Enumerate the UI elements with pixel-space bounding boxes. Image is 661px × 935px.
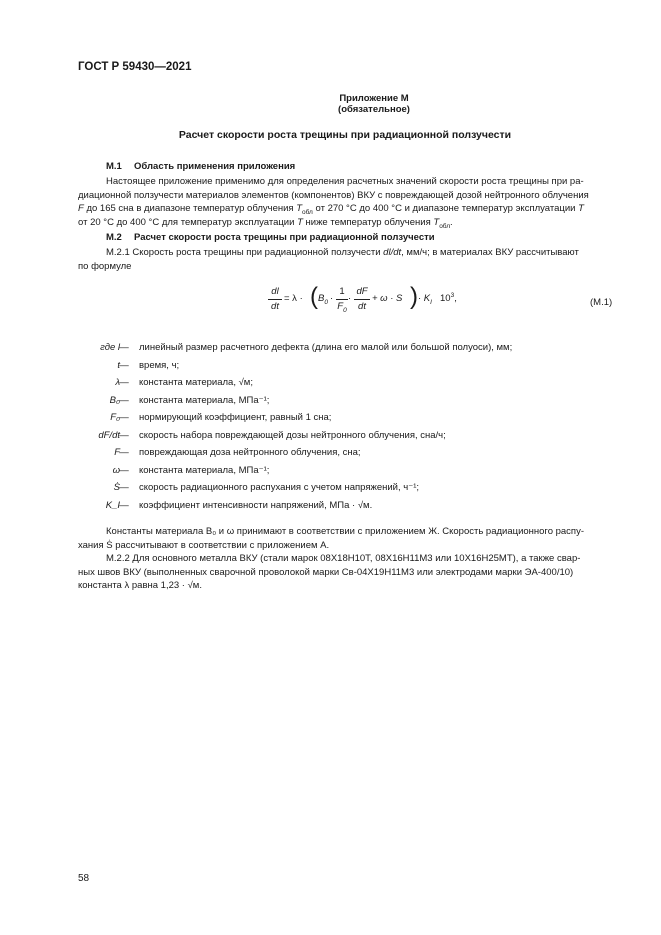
fraction-bar (268, 299, 282, 300)
definition-text: константа материала, МПа⁻¹; (139, 394, 270, 406)
formula-lhs-numerator: dl (271, 286, 279, 297)
formula-left-paren: ( (310, 283, 318, 310)
definition-symbol: F (114, 447, 120, 458)
text-line: диационной ползучести материалов элементов (компонентов) ВКУ с повреждающей дозой нейтронного облучения (78, 189, 589, 201)
text-line: М.2.2 Для основного металла ВКУ (стали марок 08Х18Н10Т, 08Х16Н11М3 или 10Х16Н25МТ), а также свар- (106, 553, 581, 564)
text-line: от 20 °С до 400 °С для температур эксплуатации T ниже температур облучения $T_{обл}$. (78, 216, 453, 230)
closing-paragraph-1 (78, 525, 615, 552)
text-line: константа λ равна 1,23 · √м. (78, 580, 202, 591)
definition-symbol: ω (112, 464, 120, 476)
text-line: Настоящее приложение применимо для определения расчетных значений скорости роста трещины при ра- (106, 176, 584, 187)
page-number: 58 (78, 873, 90, 884)
definition-symbol: B₀ (109, 394, 120, 406)
section-m1-paragraph (78, 175, 615, 229)
definition-text: константа материала, МПа⁻¹; (139, 464, 270, 476)
definition-text: коэффициент интенсивности напряжений, МПа · √м. (139, 499, 373, 511)
definition-text: время, ч; (139, 359, 180, 371)
formula-df: dF (356, 286, 368, 297)
fraction-bar (336, 299, 348, 300)
definition-dash: — (119, 377, 129, 388)
section-title: Расчет скорости роста трещины при радиационной ползучести (134, 232, 435, 243)
text-line: хания Ṡ рассчитывают в соответствии с приложением А. (78, 539, 330, 551)
definition-dash: — (119, 447, 129, 458)
formula-dt: dt (358, 301, 366, 312)
section-number: М.1 (106, 161, 122, 172)
definition-text: константа материала, √м; (139, 377, 253, 388)
appendix-label: Приложение М (339, 93, 409, 104)
definition-dash: — (119, 342, 129, 353)
text-line: F до 165 сна в диапазоне температур облучения $T_{обл}$ от 270 °С до 400 °С и диапазоне температур эксплуатации T (78, 203, 584, 216)
document-code: ГОСТ Р 59430—2021 (78, 61, 192, 73)
formula-tail: $10^3$, (440, 291, 457, 304)
text-line: Константы материала B₀ и ω принимают в соответствии с приложением Ж. Скорость радиационного распу- (106, 526, 584, 537)
appendix-title: Расчет скорости роста трещины при радиационной ползучести (178, 129, 512, 141)
definition-dash: — (119, 412, 129, 423)
definition-dash: — (119, 429, 129, 441)
formula-b0: $B_0$ (318, 293, 328, 306)
formula-plus-omega-s: + ω · S (372, 293, 403, 304)
section-title: Область применения приложения (134, 161, 296, 172)
definition-symbol: где l (100, 342, 120, 353)
definition-symbol: Ṡ (113, 482, 120, 493)
definition-symbol: t (117, 359, 120, 371)
closing-paragraph-2 (78, 552, 615, 593)
formula-right-paren: ) (410, 283, 418, 310)
definition-dash: — (119, 464, 129, 476)
section-number: М.2 (106, 232, 122, 243)
section-m1-heading (106, 161, 295, 172)
definition-text: повреждающая доза нейтронного облучения, сна; (139, 447, 361, 458)
formula-f0: $F_0$ (337, 301, 347, 314)
definition-symbol: F₀ (110, 412, 120, 423)
definition-text: скорость радиационного распухания с учетом напряжений, ч⁻¹; (139, 482, 420, 493)
text-line: ных швов ВКУ (выполненных сварочной проволокой марки Св-04Х19Н11М3 или электродами марки ЭА-400/10) (78, 566, 574, 578)
definition-dash: — (119, 482, 129, 493)
appendix-status: (обязательное) (338, 104, 410, 115)
formula-lhs-denominator: dt (271, 301, 279, 312)
formula-equals: = λ · (284, 293, 303, 304)
definition-symbol: dF/dt (98, 429, 120, 441)
definition-text: скорость набора повреждающей дозы нейтронного облучения, сна/ч; (139, 429, 446, 441)
text-line: по формуле (78, 260, 132, 272)
definition-symbol: λ (115, 377, 120, 388)
formula-dot: · (330, 293, 334, 304)
formula-m1 (268, 283, 498, 322)
formula-number: (М.1) (590, 297, 613, 308)
formula-one: 1 (339, 286, 345, 297)
formula-k: · $K_I$ (418, 293, 432, 306)
text-line: М.2.1 Скорость роста трещины при радиационной ползучести dl/dt, мм/ч; в материалах ВКУ рассчитывают (106, 247, 579, 258)
definition-text: нормирующий коэффициент, равный 1 сна; (139, 412, 332, 423)
definition-symbol: K_I (105, 499, 120, 511)
definition-dash: — (119, 359, 129, 371)
fraction-bar (354, 299, 370, 300)
definition-dash: — (119, 394, 129, 406)
section-m21-paragraph (78, 246, 615, 273)
definition-dash: — (119, 499, 129, 511)
section-m2-heading (106, 232, 435, 243)
definition-text: линейный размер расчетного дефекта (длина его малой или большой полуоси), мм; (139, 342, 513, 353)
formula-dot: · (348, 293, 352, 304)
